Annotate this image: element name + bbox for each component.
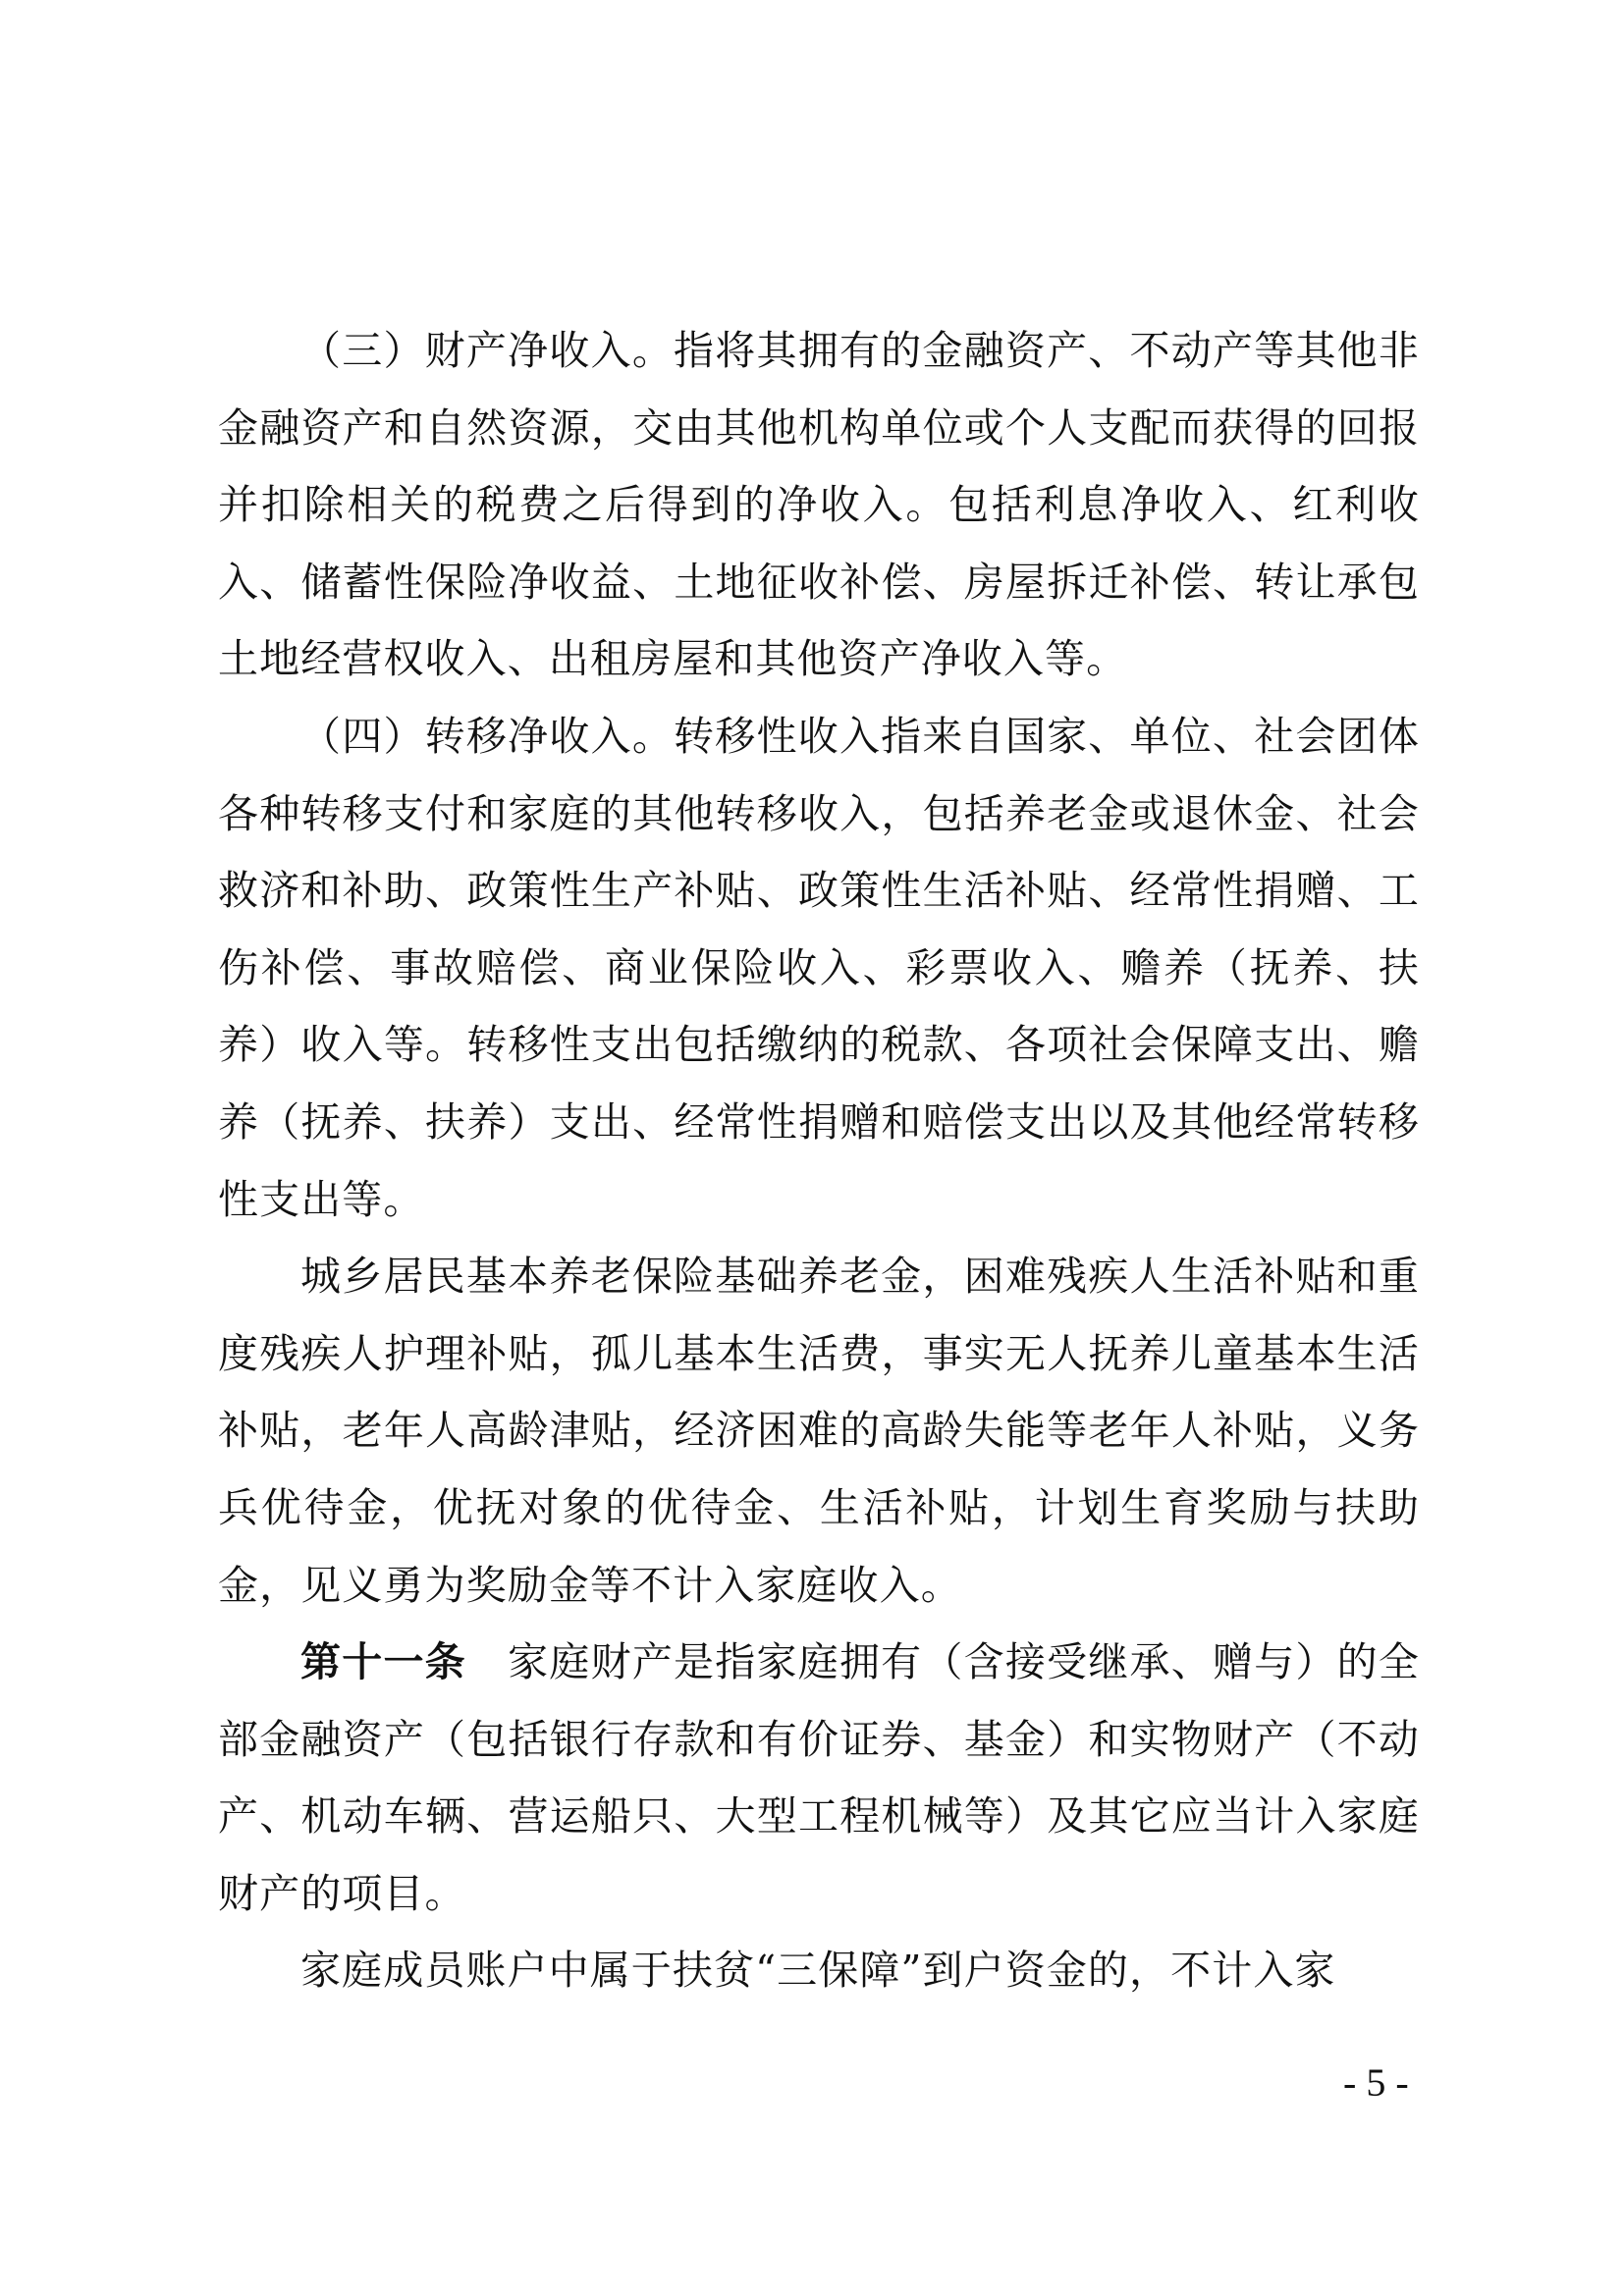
article-text: 家庭财产是指家庭拥有（含接受继承、赠与）的全部金融资产（包括银行存款和有价证券、基金）和实物财产（不动产、机动车辆、营运船只、大型工程机械等）及其它应当计入家庭财产的项目。	[218, 1638, 1420, 1917]
page-number: - 5 -	[1343, 2060, 1409, 2105]
document-page-body	[218, 312, 1420, 2009]
paragraph-poverty-funds: 家庭成员账户中属于扶贫“三保障”到户资金的，不计入家	[300, 1947, 1336, 1995]
paragraph-transfer-income: （四）转移净收入。转移性收入指来自国家、单位、社会团体各种转移支付和家庭的其他转移收入，包括养老金或退休金、社会救济和补助、政策性生产补贴、政策性生活补贴、经常性捐赠、工伤补偿、事故赔偿、商业保险收入、彩票收入、赡养（抚养、扶养）收入等。转移性支出包括缴纳的税款、各项社会保障支出、赡养（抚养、扶养）支出、经常性捐赠和赔偿支出以及其他经常转移性支出等。	[218, 712, 1420, 1223]
article-spacer	[466, 1638, 508, 1685]
article-label: 第十一条	[300, 1638, 466, 1686]
paragraph-excluded-income: 城乡居民基本养老保险基础养老金，困难残疾人生活补贴和重度残疾人护理补贴，孤儿基本生活费，事实无人抚养儿童基本生活补贴，老年人高龄津贴，经济困难的高龄失能等老年人补贴，义务兵优待金，优抚对象的优待金、生活补贴，计划生育奖励与扶助金，见义勇为奖励金等不计入家庭收入。	[218, 1253, 1420, 1609]
paragraph-article-11	[218, 1624, 1420, 1932]
paragraph-property-income: （三）财产净收入。指将其拥有的金融资产、不动产等其他非金融资产和自然资源，交由其他机构单位或个人支配而获得的回报并扣除相关的税费之后得到的净收入。包括利息净收入、红利收入、储蓄性保险净收益、土地征收补偿、房屋拆迁补偿、转让承包土地经营权收入、出租房屋和其他资产净收入等。	[218, 327, 1420, 683]
